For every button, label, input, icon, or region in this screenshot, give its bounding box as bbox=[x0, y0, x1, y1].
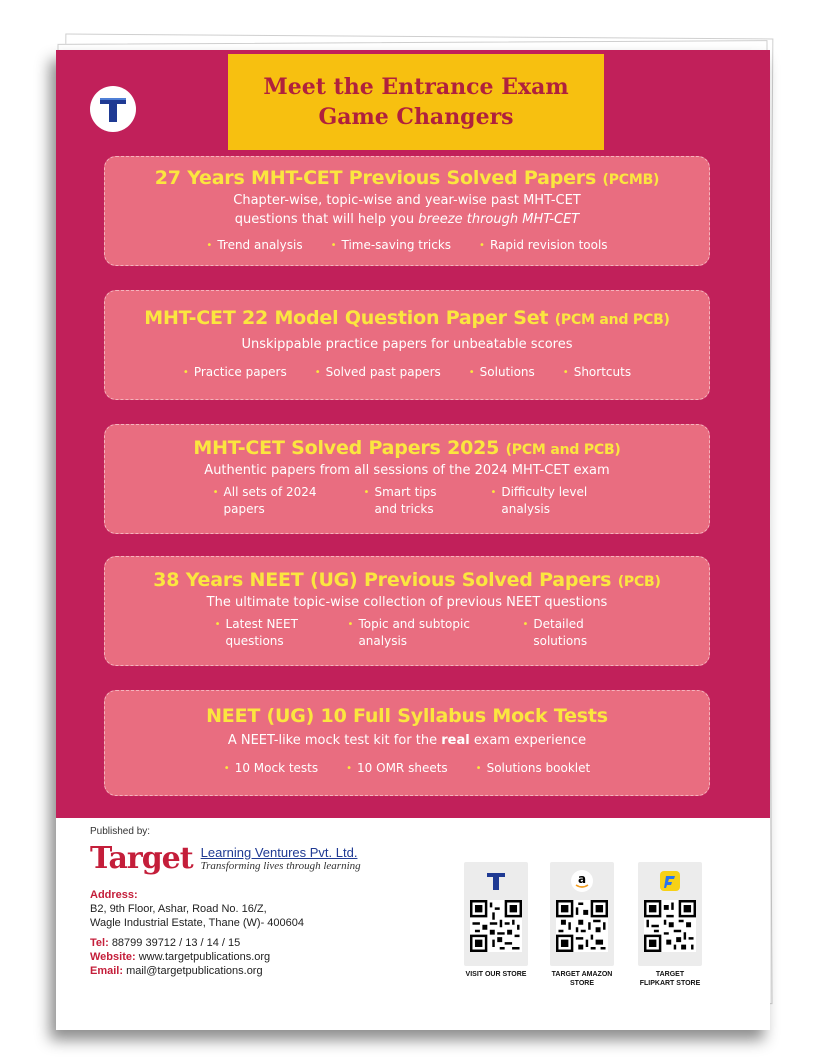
amazon-icon bbox=[569, 868, 595, 894]
website-label: Website: bbox=[90, 951, 136, 963]
feature-list bbox=[105, 484, 709, 518]
qr-code[interactable] bbox=[470, 900, 522, 952]
feature-text: Smart tips and tricks bbox=[374, 485, 437, 516]
feature-item bbox=[490, 484, 601, 518]
bullet-icon: • bbox=[363, 487, 370, 498]
card-subtitle: Unskippable practice papers for unbeatable scores bbox=[241, 337, 573, 352]
card-title-text: MHT-CET 22 Model Question Paper Set bbox=[144, 307, 549, 329]
qr-card bbox=[464, 862, 528, 966]
card-title bbox=[105, 705, 709, 727]
address-line: Wagle Industrial Estate, Thane (W)- 400604 bbox=[90, 917, 304, 929]
bullet-icon: • bbox=[182, 367, 189, 378]
email-link[interactable]: mail@targetpublications.org bbox=[126, 965, 263, 977]
email-label: Email: bbox=[90, 965, 124, 977]
feature-text: Latest NEET questions bbox=[225, 617, 298, 648]
feature-text: Detailed solutions bbox=[533, 617, 588, 648]
company-name[interactable]: Learning Ventures Pvt. Ltd. bbox=[200, 845, 358, 860]
feature-item bbox=[331, 237, 451, 254]
card-title-suffix: (PCM and PCB) bbox=[505, 442, 621, 458]
feature-text: Shortcuts bbox=[573, 365, 632, 379]
feature-text: Trend analysis bbox=[217, 238, 303, 252]
email-row bbox=[90, 964, 304, 978]
bullet-icon: • bbox=[468, 367, 475, 378]
qr-caption: TARGET FLIPKART STORE bbox=[639, 971, 701, 987]
feature-list bbox=[105, 237, 709, 254]
qr-store[interactable] bbox=[464, 862, 528, 979]
company-tagline: Transforming lives through learning bbox=[200, 860, 361, 872]
card-title-text: 27 Years MHT-CET Previous Solved Papers bbox=[154, 167, 597, 189]
banner-line-1: Meet the Entrance Exam bbox=[263, 74, 569, 100]
address-line: B2, 9th Floor, Ashar, Road No. 16/Z, bbox=[90, 903, 267, 915]
feature-item bbox=[476, 760, 591, 777]
brand-logo-text: Target bbox=[90, 841, 193, 876]
card-title-suffix: (PCMB) bbox=[602, 172, 660, 188]
card-subtitle-text: A NEET-like mock test kit for the bbox=[227, 733, 442, 748]
bullet-icon: • bbox=[212, 487, 219, 498]
feature-list bbox=[105, 760, 709, 777]
qr-code[interactable] bbox=[644, 900, 696, 952]
card-title-text: NEET (UG) 10 Full Syllabus Mock Tests bbox=[206, 705, 608, 727]
card-subtitle-line: Chapter-wise, topic-wise and year-wise past MHT-CET bbox=[233, 193, 581, 208]
feature-text: Solutions booklet bbox=[486, 761, 591, 775]
product-card[interactable] bbox=[104, 290, 710, 400]
target-logo-icon bbox=[483, 868, 509, 894]
feature-text: Topic and subtopic analysis bbox=[358, 617, 470, 648]
qr-flipkart[interactable] bbox=[638, 862, 702, 988]
feature-item bbox=[469, 364, 535, 381]
tel-label: Tel: bbox=[90, 937, 109, 949]
feature-text: Time-saving tricks bbox=[341, 238, 452, 252]
qr-amazon[interactable] bbox=[550, 862, 614, 988]
feature-item bbox=[563, 364, 631, 381]
bullet-icon: • bbox=[562, 367, 569, 378]
bullet-icon: • bbox=[522, 619, 529, 630]
card-title-text: MHT-CET Solved Papers 2025 bbox=[193, 437, 500, 459]
brand-details bbox=[201, 845, 361, 872]
product-card[interactable] bbox=[104, 556, 710, 666]
feature-item bbox=[224, 760, 318, 777]
bullet-icon: • bbox=[347, 619, 354, 630]
card-subtitle-text: exam experience bbox=[469, 733, 587, 748]
card-title bbox=[105, 307, 709, 329]
card-title-text: 38 Years NEET (UG) Previous Solved Papers bbox=[153, 569, 612, 591]
bullet-icon: • bbox=[346, 763, 353, 774]
feature-text: Solutions bbox=[479, 365, 535, 379]
feature-item bbox=[364, 484, 451, 518]
flipkart-icon bbox=[657, 868, 683, 894]
svg-text:a: a bbox=[577, 872, 587, 886]
card-title bbox=[105, 167, 709, 189]
bullet-icon: • bbox=[475, 763, 482, 774]
address-label: Address: bbox=[90, 889, 138, 901]
header-banner bbox=[228, 54, 604, 150]
card-subtitle bbox=[105, 731, 709, 750]
qr-card bbox=[638, 862, 702, 966]
feature-text: Solved past papers bbox=[325, 365, 441, 379]
feature-item bbox=[315, 364, 441, 381]
feature-item bbox=[522, 616, 599, 650]
card-subtitle: The ultimate topic-wise collection of previous NEET questions bbox=[206, 595, 608, 610]
bullet-icon: • bbox=[223, 763, 230, 774]
qr-code[interactable] bbox=[556, 900, 608, 952]
feature-text: 10 Mock tests bbox=[234, 761, 319, 775]
feature-item bbox=[479, 237, 608, 254]
feature-list bbox=[105, 616, 709, 650]
card-subtitle-line bbox=[105, 210, 709, 229]
bullet-icon: • bbox=[314, 367, 321, 378]
target-logo bbox=[90, 86, 136, 132]
qr-caption: TARGET AMAZON STORE bbox=[551, 971, 613, 987]
magenta-panel bbox=[56, 50, 770, 818]
bullet-icon: • bbox=[490, 487, 497, 498]
feature-text: Practice papers bbox=[193, 365, 287, 379]
bullet-icon: • bbox=[214, 619, 221, 630]
contact-info bbox=[90, 888, 304, 978]
published-by-label: Published by: bbox=[90, 826, 151, 837]
feature-text: Difficulty level analysis bbox=[501, 485, 588, 516]
card-subtitle-bold: real bbox=[441, 733, 470, 748]
product-card[interactable] bbox=[104, 424, 710, 534]
banner-line-2: Game Changers bbox=[318, 104, 514, 130]
feature-text: 10 OMR sheets bbox=[357, 761, 448, 775]
card-subtitle: Authentic papers from all sessions of the 2024 MHT-CET exam bbox=[204, 463, 610, 478]
bullet-icon: • bbox=[206, 240, 213, 251]
feature-text: All sets of 2024 papers bbox=[223, 485, 317, 516]
card-title bbox=[105, 437, 709, 459]
card-subtitle bbox=[105, 191, 709, 229]
qr-card bbox=[550, 862, 614, 966]
qr-caption: VISIT OUR STORE bbox=[465, 971, 527, 978]
feature-item bbox=[206, 237, 302, 254]
card-title-suffix: (PCB) bbox=[617, 574, 661, 590]
feature-list bbox=[105, 364, 709, 381]
product-card[interactable] bbox=[104, 690, 710, 796]
card-title-suffix: (PCM and PCB) bbox=[554, 312, 670, 328]
feature-item bbox=[215, 616, 308, 650]
publisher-brand bbox=[90, 842, 361, 876]
card-subtitle-emphasis: breeze through MHT-CET bbox=[418, 212, 580, 227]
card-title bbox=[105, 569, 709, 591]
tel-value: 88799 39712 / 13 / 14 / 15 bbox=[111, 937, 241, 949]
brochure-page bbox=[56, 50, 770, 1030]
feature-item bbox=[346, 760, 448, 777]
feature-item bbox=[348, 616, 483, 650]
bullet-icon: • bbox=[330, 240, 337, 251]
feature-item bbox=[183, 364, 287, 381]
website-row bbox=[90, 950, 304, 964]
feature-item bbox=[213, 484, 324, 518]
card-subtitle-text: questions that will help you bbox=[234, 212, 419, 227]
feature-text: Rapid revision tools bbox=[489, 238, 608, 252]
product-card[interactable] bbox=[104, 156, 710, 266]
website-link[interactable]: www.targetpublications.org bbox=[138, 951, 271, 963]
bullet-icon: • bbox=[479, 240, 485, 251]
target-logo-icon bbox=[96, 92, 130, 126]
tel-row bbox=[90, 936, 304, 950]
